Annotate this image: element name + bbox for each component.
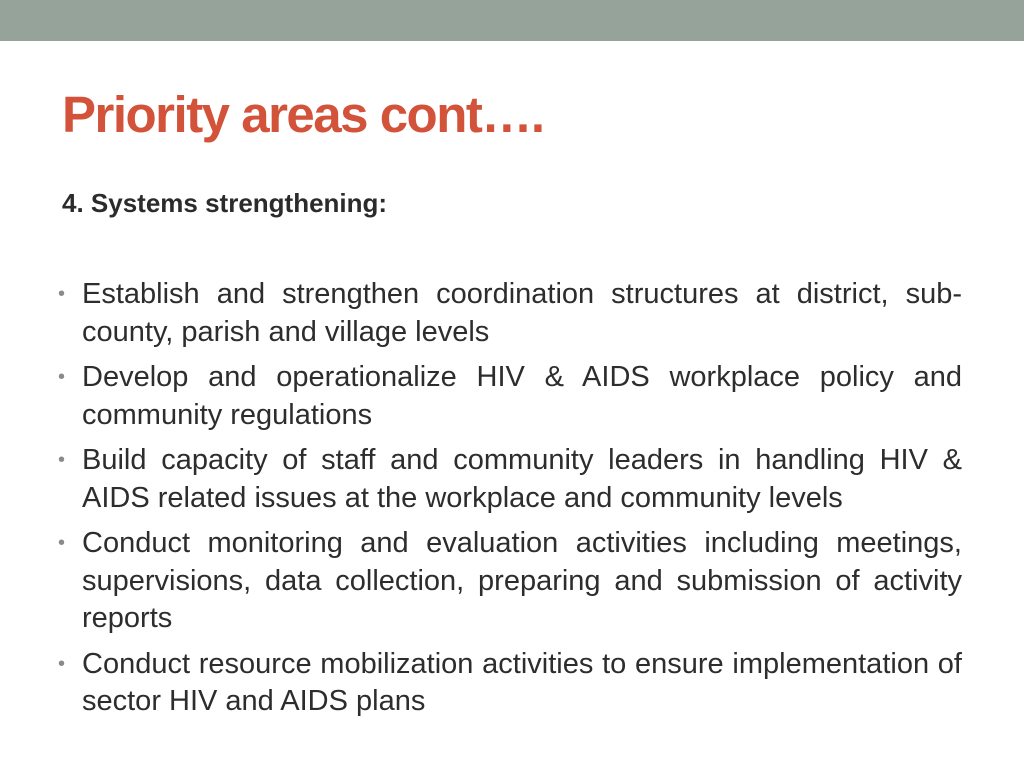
bullet-item bbox=[58, 359, 962, 434]
bullet-item bbox=[58, 525, 962, 638]
slide-title: Priority areas cont…. bbox=[62, 86, 544, 143]
bullet-item bbox=[58, 646, 962, 721]
bullet-text: Conduct monitoring and evaluation activities including meetings, supervisions, data collection, preparing and submission of activity reports bbox=[82, 527, 962, 634]
bullet-dot-icon: • bbox=[58, 283, 66, 305]
bullet-dot-icon: • bbox=[58, 449, 66, 471]
bullet-list bbox=[58, 276, 962, 729]
bullet-dot-icon: • bbox=[58, 652, 66, 675]
bullet-text: Establish and strengthen coordination structures at district, sub-county, parish and village levels bbox=[82, 278, 962, 348]
bullet-dot-icon: • bbox=[58, 366, 66, 388]
bullet-item bbox=[58, 442, 962, 517]
top-accent-bar bbox=[0, 0, 1024, 41]
bullet-item bbox=[58, 276, 962, 351]
section-heading: 4. Systems strengthening: bbox=[62, 188, 388, 218]
bullet-text: Build capacity of staff and community leaders in handling HIV & AIDS related issues at the workplace and community levels bbox=[82, 444, 962, 514]
bullet-dot-icon: • bbox=[58, 532, 66, 554]
bullet-text: Develop and operationalize HIV & AIDS workplace policy and community regulations bbox=[82, 361, 962, 431]
bullet-text: Conduct resource mobilization activities to ensure implementation of sector HIV and AIDS plans bbox=[82, 647, 962, 717]
